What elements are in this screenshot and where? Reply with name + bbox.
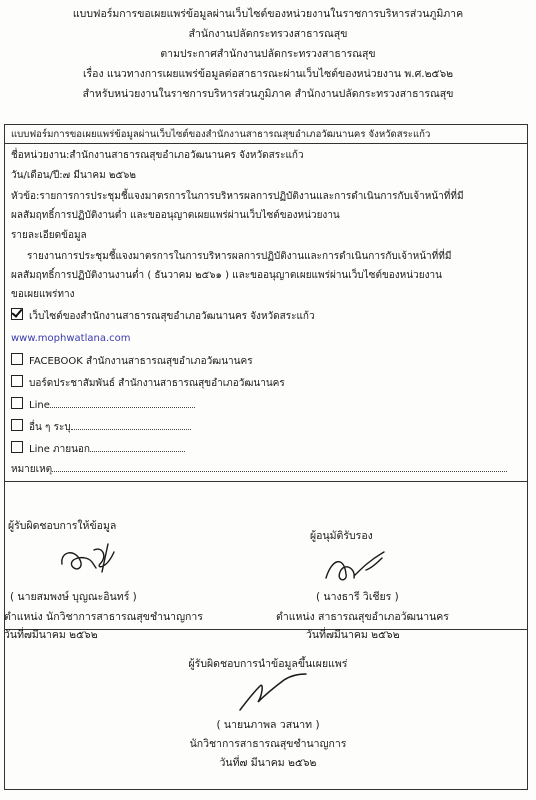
provider-position: ตำแหน่ง นักวิชาการสาธารณสุขชำนาญการ — [4, 611, 203, 623]
detail-line-3: ขอเผยแพร่ทาง — [11, 289, 75, 300]
date-field: วัน/เดือน/ปี:๗ มีนาคม ๒๕๖๒ — [11, 170, 136, 181]
topic-line-2: ผลสัมฤทธิ์การปฏิบัติงานต่ำ และขออนุญาตเผยแพร่ผ่านเว็บไซต์ของหน่วยงาน — [11, 210, 340, 221]
remark-field[interactable] — [11, 462, 507, 477]
approver-name: ( นางธารี วิเชียร ) — [316, 591, 399, 603]
provider-title: ผู้รับผิดชอบการให้ข้อมูล — [8, 520, 117, 532]
option-line-label: Line — [29, 400, 50, 411]
approver-title: ผู้อนุมัติรับรอง — [310, 530, 373, 542]
option-line-ext-label: Line ภายนอก — [29, 444, 90, 455]
provider-date: วันที่๗มีนาคม ๒๕๖๒ — [4, 629, 98, 641]
header-line-4: เรื่อง แนวทางการเผยแพร่ข้อมูลต่อสาธารณะผ่านเว็บไซต์ของหน่วยงาน พ.ศ.๒๕๖๒ — [82, 68, 454, 80]
detail-line-1: รายงานการประชุมชี้แจงมาตรการในการบริหารผลการปฏิบัติงานและการดำเนินการกับเจ้าหน้าที่ที่มี — [27, 251, 452, 262]
approver-signature — [322, 548, 392, 588]
approver-position: ตำแหน่ง สาธารณสุขอำเภอวัฒนานคร — [276, 611, 449, 623]
provider-signature — [56, 538, 126, 578]
option-other-label: อื่น ๆ ระบุ — [29, 422, 71, 433]
publisher-title: ผู้รับผิดชอบการนำข้อมูลขึ้นเผยแพร่ — [188, 658, 348, 670]
agency-field: ชื่อหน่วยงาน:สำนักงานสาธารณสุขอำเภอวัฒนานคร จังหวัดสระแก้ว — [11, 150, 304, 161]
header-line-2: สำนักงานปลัดกระทรวงสาธารณสุข — [188, 28, 348, 40]
document-header — [0, 4, 536, 104]
remark-blank[interactable] — [52, 471, 507, 472]
publisher-date: วันที่๗ มีนาคม ๒๕๖๒ — [219, 757, 317, 769]
detail-label: รายละเอียดข้อมูล — [11, 230, 87, 241]
options-section — [5, 125, 527, 482]
approver-date: วันที่๗มีนาคม ๒๕๖๒ — [306, 629, 400, 641]
provider-name: ( นายสมพงษ์ บุญณะอินทร์ ) — [10, 591, 137, 603]
publisher-position: นักวิชาการสาธารณสุขชำนาญการ — [189, 738, 347, 750]
header-line-5: สำหรับหน่วยงานในราชการบริหารส่วนภูมิภาค สำนักงานปลัดกระทรวงสาธารณสุข — [82, 88, 454, 100]
header-line-1: แบบฟอร์มการขอเผยแพร่ข้อมูลผ่านเว็บไซต์ของหน่วยงานในราชการบริหารส่วนภูมิภาค — [72, 8, 464, 20]
topic-line-1: หัวข้อ:รายการการประชุมชี้แจงมาตรการในการบริหารผลการปฏิบัติงานและการดำเนินการกับเจ้าหน้าที่ที่มี — [11, 191, 464, 202]
remark-label: หมายเหตุ — [11, 464, 53, 475]
option-website-label: เว็บไซต์ของสำนักงานสาธารณสุขอำเภอวัฒนานคร จังหวัดสระแก้ว — [29, 311, 315, 322]
website-url[interactable]: www.mophwatlana.com — [11, 333, 131, 344]
option-facebook-label: FACEBOOK สำนักงานสาธารณสุขอำเภอวัฒนานคร — [29, 356, 253, 367]
publisher-signature — [232, 672, 312, 714]
form-title: แบบฟอร์มการขอเผยแพร่ข้อมูลผ่านเว็บไซต์ของสำนักงานสาธารณสุขอำเภอวัฒนานคร จังหวัดสระแก้ว — [11, 129, 431, 140]
option-board-label: บอร์ดประชาสัมพันธ์ สำนักงานสาธารณสุขอำเภอวัฒนานคร — [29, 378, 285, 389]
publisher-name: ( นายนภาพล วสนาท ) — [216, 719, 320, 731]
detail-line-2: ผลสัมฤทธิ์การปฏิบัติงานงานต่ำ ( ธันวาคม ๒๕๖๑ ) และขออนุญาตเผยแพร่ผ่านเว็บไซต์ของหน่วยงาน — [11, 270, 442, 281]
header-line-3: ตามประกาศสำนักงานปลัดกระทรวงสาธารณสุข — [160, 48, 376, 60]
